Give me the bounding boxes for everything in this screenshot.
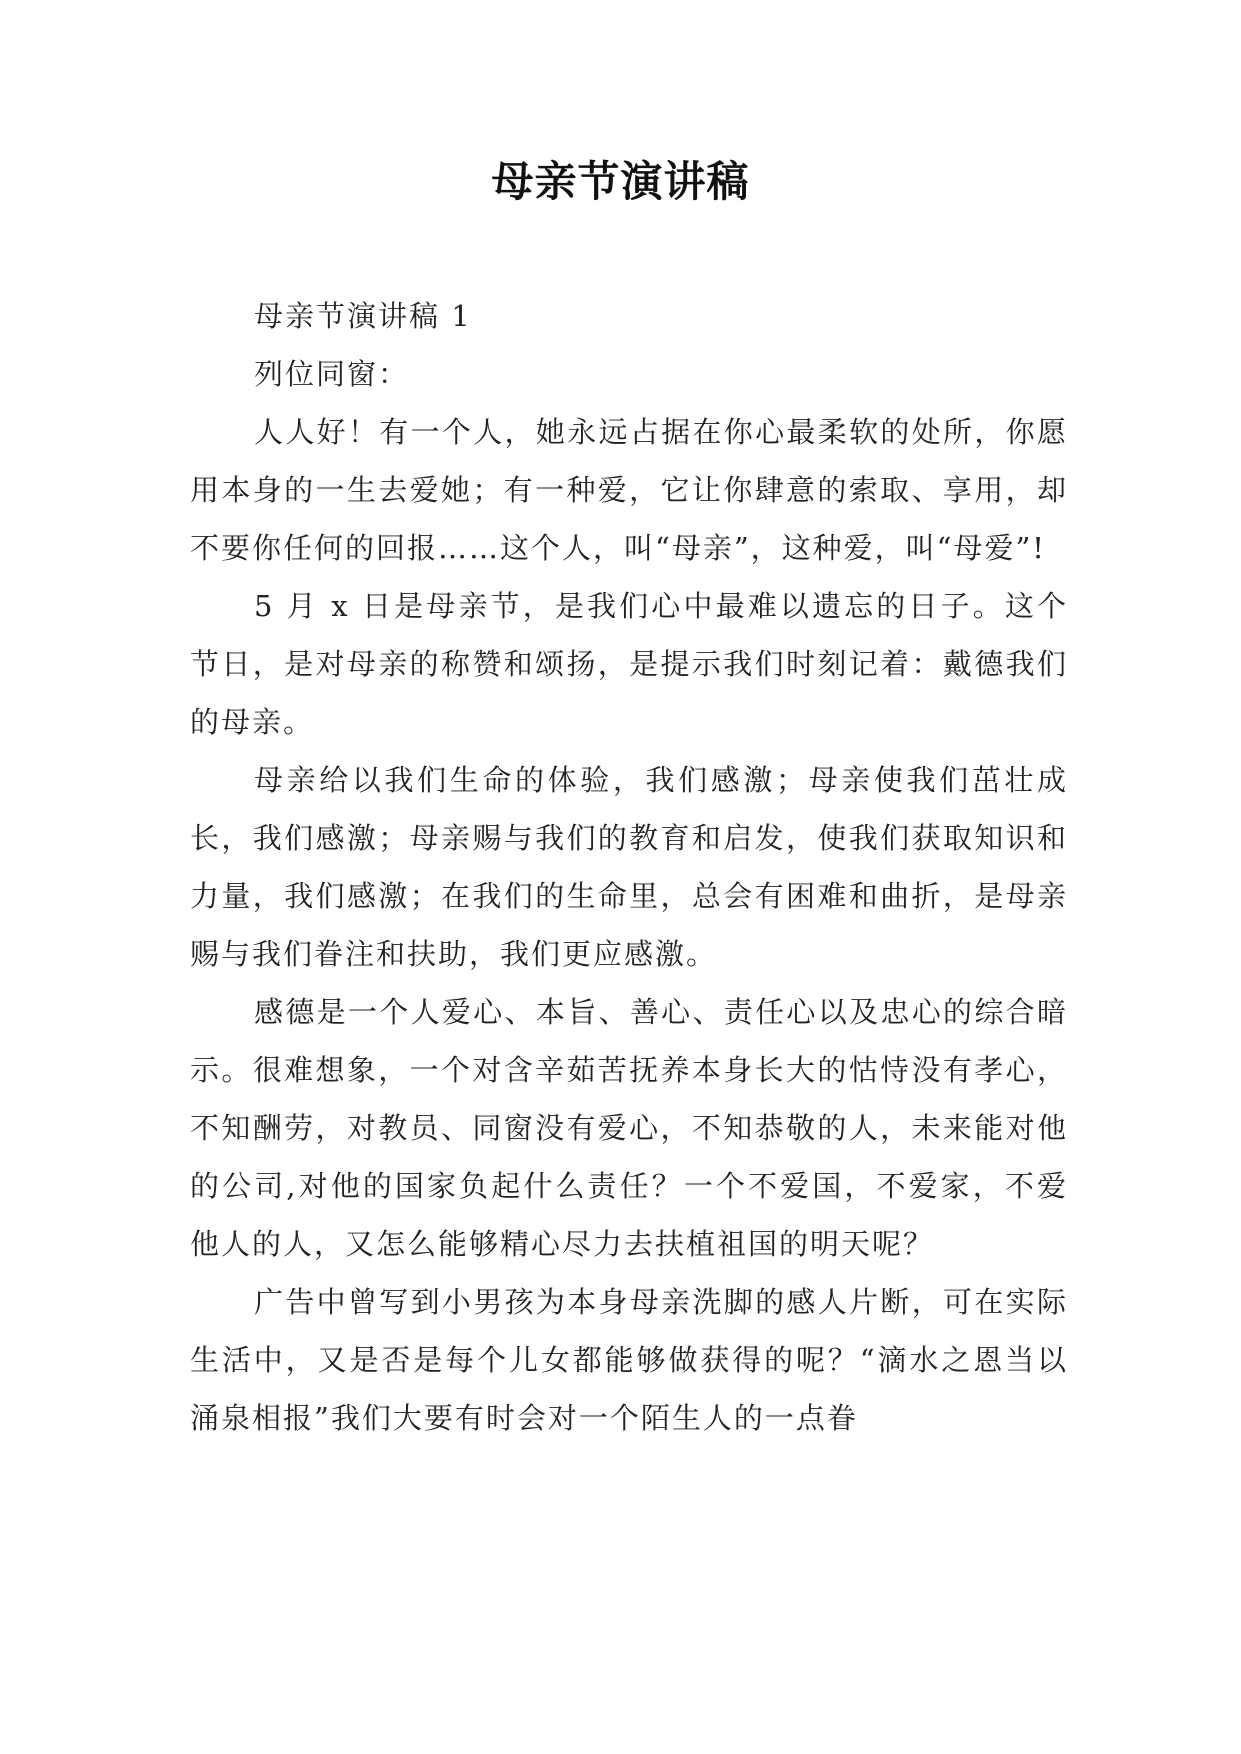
paragraph: 广告中曾写到小男孩为本身母亲洗脚的感人片断，可在实际生活中，又是否是每个儿女都能够做获得的呢？“滴水之恩当以涌泉相报”我们大要有时会对一个陌生人的一点眷 xyxy=(190,1285,1068,1435)
paragraph: 人人好！有一个人，她永远占据在你心最柔软的处所，你愿用本身的一生去爱她；有一种爱，它让你肆意的索取、享用，却不要你任何的回报……这个人，叫“母亲”，这种爱，叫“母爱”! xyxy=(190,415,1068,565)
paragraph-heading: 母亲节演讲稿 1 xyxy=(254,299,472,333)
paragraph: 母亲给以我们生命的体验，我们感激；母亲使我们茁壮成长，我们感激；母亲赐与我们的教育和启发，使我们获取知识和力量，我们感激；在我们的生命里，总会有困难和曲折，是母亲赐与我们眷注和扶助，我们更应感激。 xyxy=(190,763,1068,971)
paragraph: 5 月 x 日是母亲节，是我们心中最难以遗忘的日子。这个节日，是对母亲的称赞和颂扬，是提示我们时刻记着：戴德我们的母亲。 xyxy=(190,589,1068,739)
document-body xyxy=(190,287,1068,1447)
paragraph-salutation: 列位同窗： xyxy=(254,357,410,391)
paragraph: 感德是一个人爱心、本旨、善心、责任心以及忠心的综合暗示。很难想象，一个对含辛茹苦抚养本身长大的怙恃没有孝心，不知酬劳，对教员、同窗没有爱心，不知恭敬的人，未来能对他的公司,对他的国家负起什么责任？一个不爱国，不爱家，不爱他人的人，又怎么能够精心尽力去扶植祖国的明天呢？ xyxy=(190,995,1068,1261)
document-title: 母亲节演讲稿 xyxy=(491,157,750,206)
